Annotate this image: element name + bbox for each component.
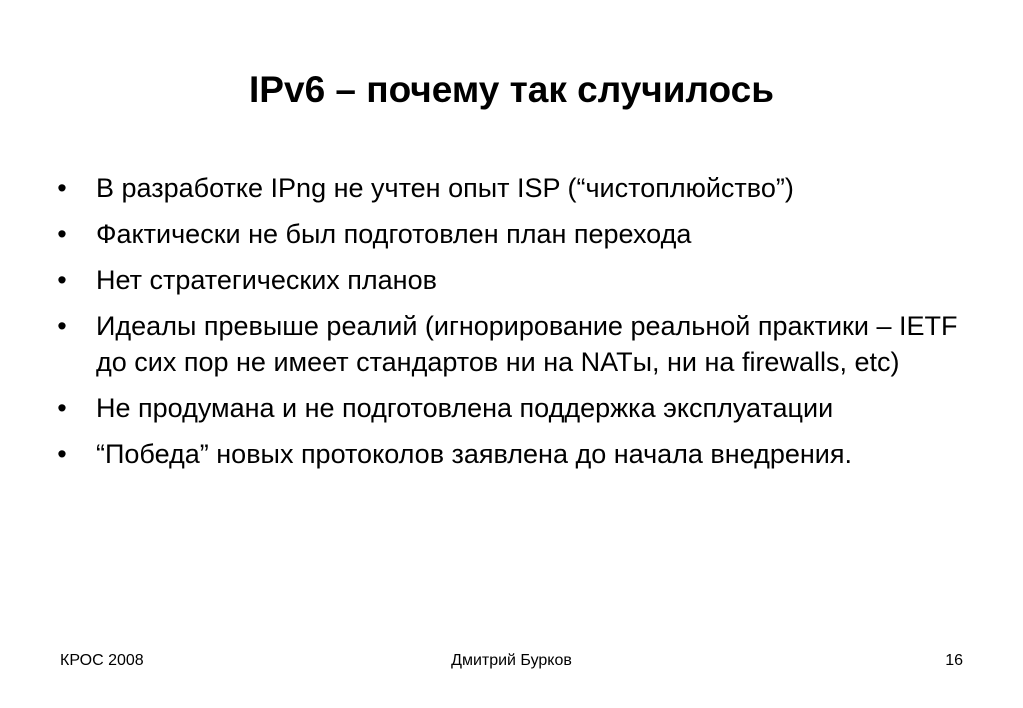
bullet-text: Нет стратегических планов xyxy=(96,265,437,295)
bullet-text: Не продумана и не подготовлена поддержка эксплуатации xyxy=(96,393,834,423)
bullet-text: Фактически не был подготовлен план перехода xyxy=(96,219,692,249)
bullet-item xyxy=(52,390,982,426)
bullet-icon: • xyxy=(57,393,67,423)
bullet-text: Идеалы превыше реалий (игнорирование реальной практики – IETF до сих пор не имеет стандартов ни на NATы, ни на firewalls, etc) xyxy=(96,311,958,377)
bullet-item xyxy=(52,216,982,252)
bullet-text: В разработке IPng не учтен опыт ISP (“чистоплюйство”) xyxy=(96,173,794,203)
page-number: 16 xyxy=(945,652,963,669)
bullet-icon: • xyxy=(57,311,67,341)
bullet-icon: • xyxy=(57,173,67,203)
footer-author: Дмитрий Бурков xyxy=(451,652,572,669)
bullet-item xyxy=(52,170,982,206)
footer-event: КРОС 2008 xyxy=(60,652,144,669)
bullet-icon: • xyxy=(57,439,67,469)
bullet-text: “Победа” новых протоколов заявлена до начала внедрения. xyxy=(96,439,853,469)
bullet-item xyxy=(52,262,982,298)
bullet-list xyxy=(52,170,982,482)
bullet-item xyxy=(52,308,982,380)
bullet-icon: • xyxy=(57,265,67,295)
bullet-item xyxy=(52,436,982,472)
slide-title: IPv6 – почему так случилось xyxy=(249,69,774,110)
bullet-icon: • xyxy=(57,219,67,249)
